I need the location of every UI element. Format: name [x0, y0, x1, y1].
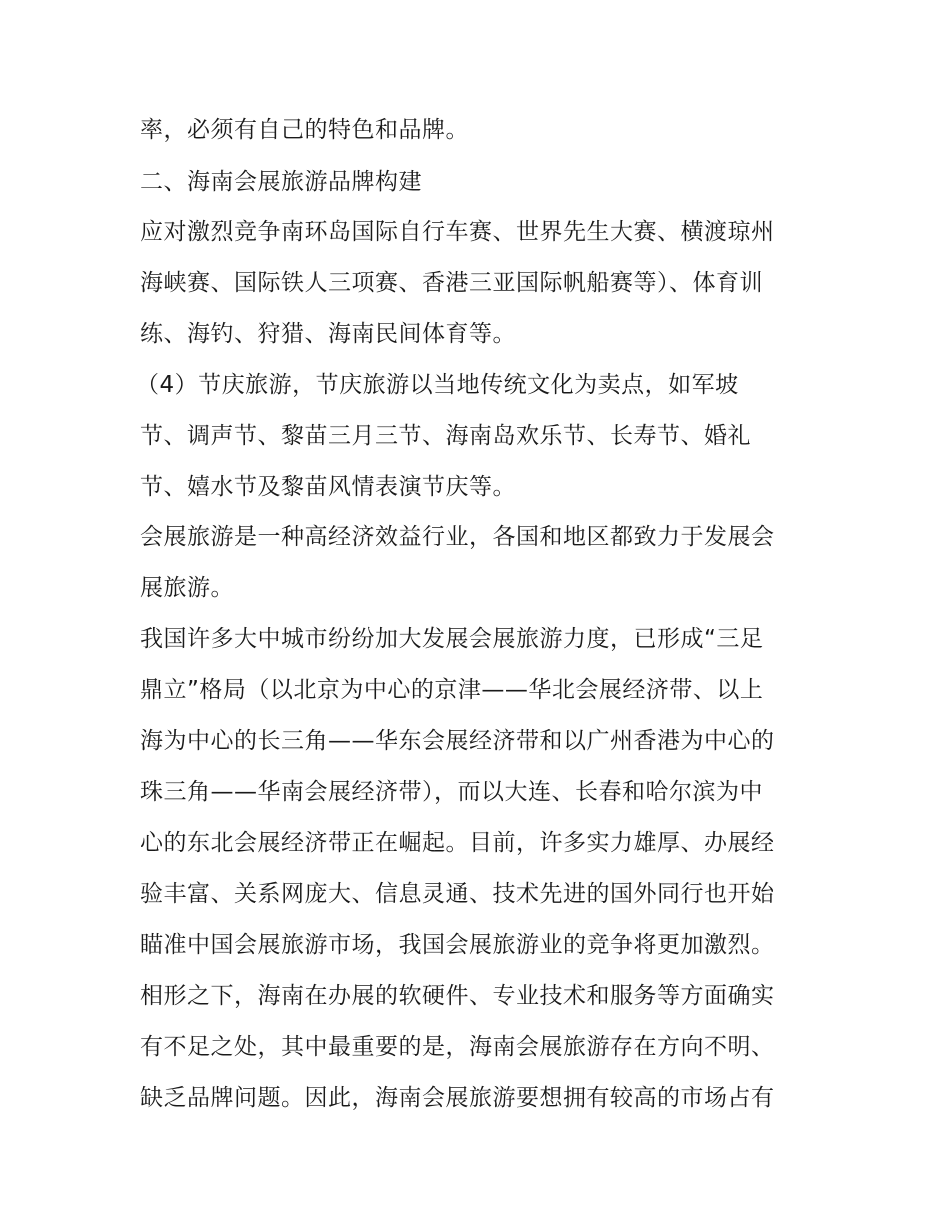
- text-line: 相形之下，海南在办展的软硬件、专业技术和服务等方面确实: [140, 983, 775, 1009]
- text-line: 验丰富、关系网庞大、信息灵通、技术先进的国外同行也开始: [140, 881, 775, 907]
- text-line: 节、嬉水节及黎苗风情表演节庆等。: [140, 474, 516, 500]
- text-line: （4）节庆旅游，节庆旅游以当地传统文化为卖点，如军坡: [136, 372, 739, 398]
- text-line: 瞄准中国会展旅游市场，我国会展旅游业的竞争将更加激烈。: [140, 932, 775, 958]
- text-line: 练、海钓、狩猎、海南民间体育等。: [140, 321, 516, 347]
- text-line: 海为中心的长三角——华东会展经济带和以广州香港为中心的: [140, 728, 775, 754]
- text-line: 应对激烈竞争南环岛国际自行车赛、世界先生大赛、横渡琼州: [140, 219, 775, 245]
- text-line: 鼎立”格局（以北京为中心的京津——华北会展经济带、以上: [140, 677, 764, 703]
- text-line: 海峡赛、国际铁人三项赛、香港三亚国际帆船赛等）、体育训: [140, 270, 763, 296]
- text-line: 率，必须有自己的特色和品牌。: [140, 117, 469, 143]
- text-line: 有不足之处，其中最重要的是，海南会展旅游存在方向不明、: [140, 1034, 775, 1060]
- text-line: 节、调声节、黎苗三月三节、海南岛欢乐节、长寿节、婚礼: [140, 423, 751, 449]
- text-line: 我国许多大中城市纷纷加大发展会展旅游力度，已形成“三足: [140, 626, 764, 652]
- text-line: 心的东北会展经济带正在崛起。目前，许多实力雄厚、办展经: [140, 830, 775, 856]
- text-line: 珠三角——华南会展经济带），而以大连、长春和哈尔滨为中: [140, 779, 763, 805]
- text-line: 展旅游。: [140, 575, 234, 601]
- text-line: 会展旅游是一种高经济效益行业，各国和地区都致力于发展会: [140, 524, 775, 550]
- section-heading: 二、海南会展旅游品牌构建: [140, 169, 422, 195]
- text-line: 缺乏品牌问题。因此，海南会展旅游要想拥有较高的市场占有: [140, 1085, 775, 1111]
